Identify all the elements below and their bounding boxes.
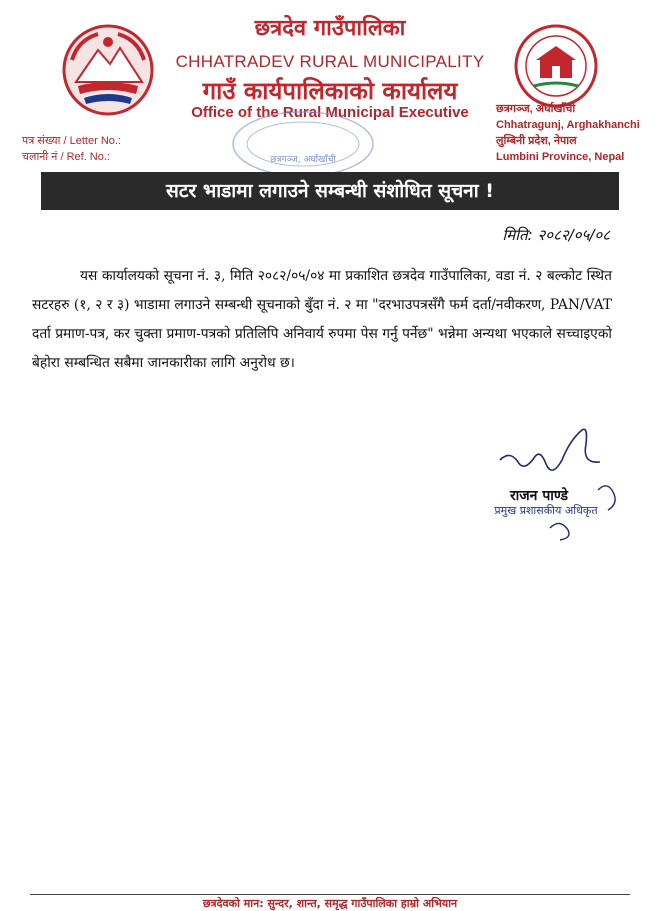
address-line-1: छत्रगञ्ज, अर्घाखाँची <box>496 103 576 115</box>
notice-title: सटर भाडामा लगाउने सम्बन्धी संशोधित सूचना ! <box>41 172 619 210</box>
footer-divider <box>30 894 630 895</box>
address-line-2: Chhatragunj, Arghakhanchi <box>496 119 640 131</box>
office-name-en: Office of the Rural Municipal Executive <box>191 104 469 121</box>
footer-slogan: छत्रदेवको मान: सुन्दर, शान्त, समृद्ध गाउँपालिका हाम्रो अभियान <box>202 897 458 910</box>
ref-no-label: चलानी नं / Ref. No.: <box>22 151 110 163</box>
municipality-logo-icon <box>512 22 600 110</box>
nepal-emblem-icon <box>58 20 158 120</box>
municipality-name-np: छत्रदेव गाउँपालिका <box>254 16 406 41</box>
office-stamp <box>228 108 378 180</box>
notice-date: मिति: २०८२/०५/०८ <box>502 226 610 244</box>
signatory-name: राजन पाण्डे <box>509 488 569 504</box>
office-name-np: गाउँ कार्यपालिकाको कार्यालय <box>202 77 458 105</box>
address-line-3: लुम्बिनी प्रदेश, नेपाल <box>496 135 577 147</box>
stamp-text: छत्रगञ्ज, अर्घाखाँची <box>270 155 336 165</box>
signatory-title: प्रमुख प्रशासकीय अधिकृत <box>494 504 598 517</box>
letter-no-label: पत्र संख्या / Letter No.: <box>22 135 122 147</box>
notice-body: यस कार्यालयको सूचना नं. ३, मिति २०८२/०५/०४ मा प्रकाशित छत्रदेव गाउँपालिका, वडा नं. २ बल्कोट स्थित सटरहरु (१, २ र ३) भाडामा लगाउने सम्बन्धी सूचनाको बुँदा नं. २ मा "दरभाउपत्रसँगै फर्म दर्ता/नवीकरण, PAN/VAT दर्ता प्रमाण-पत्र, कर चुक्ता प्रमाण-पत्रको प्रतिलिपि अनिवार्य रुपमा पेस गर्नु पर्नेछ" भन्नेमा अन्यथा भएकाले सच्चाइएको बेहोरा सम्बन्धित सबैमा जानकारीका लागि अनुरोध छ। <box>32 268 612 371</box>
municipality-name-en: CHHATRADEV RURAL MUNICIPALITY <box>175 52 485 71</box>
address-line-4: Lumbini Province, Nepal <box>496 151 625 163</box>
signature-icon <box>490 420 630 550</box>
